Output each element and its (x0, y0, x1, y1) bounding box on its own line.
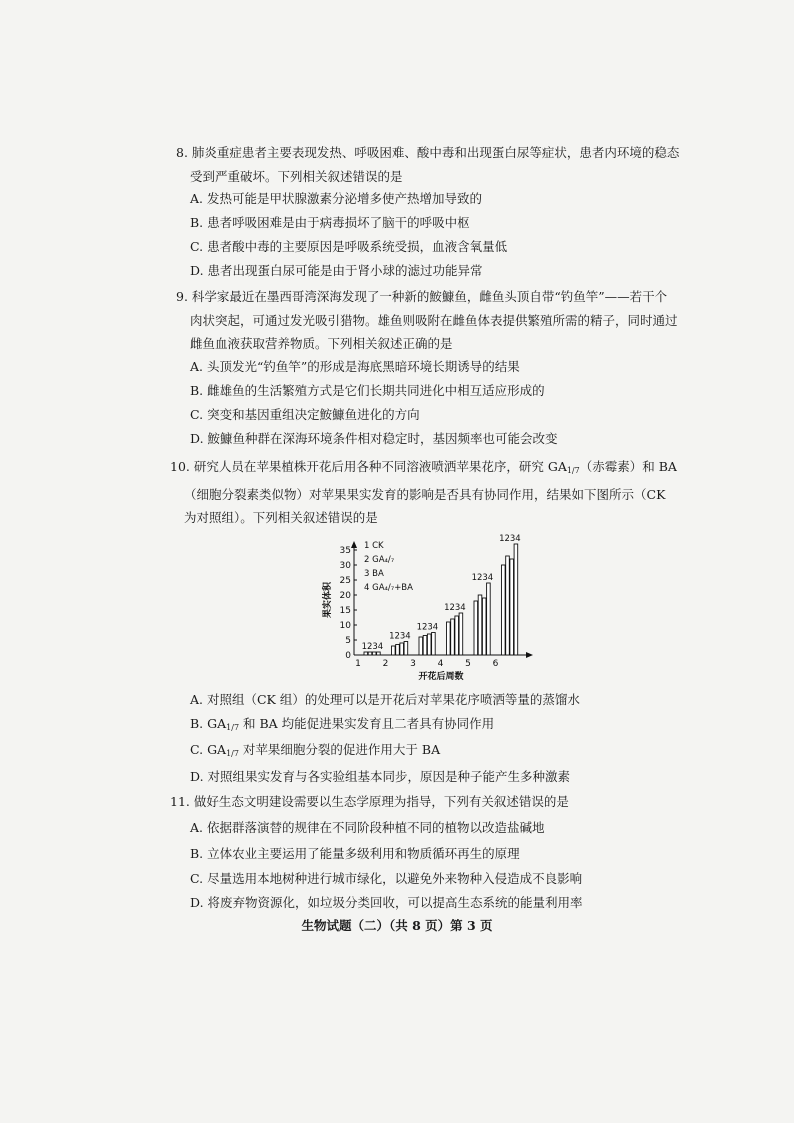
x-axis-label: 开花后周数 (418, 672, 464, 682)
bar (482, 598, 486, 655)
question-8 (176, 141, 706, 188)
q9-stem-line3: 雌鱼血液获取营养物质。下列相关叙述正确的是 (190, 336, 453, 351)
q10-stem-line1-sub: 1/7 (566, 466, 580, 475)
q9-stem-line2: 肉状突起，可通过发光吸引猎物。雄鱼则吸附在雌鱼体表提供繁殖所需的精子，同时通过 (190, 312, 678, 328)
y-tick-label: 10 (339, 621, 351, 631)
bar (400, 643, 404, 655)
bar (404, 642, 408, 656)
y-axis-arrow (351, 541, 357, 548)
q10-stem-line1-a: 10. 研究人员在苹果植株开花后用各种不同溶液喷洒苹果花序，研究 GA (170, 459, 567, 474)
bar (459, 613, 463, 655)
question-9 (176, 285, 706, 356)
q9-option-b: B. 雌雄鱼的生活繁殖方式是它们长期共同进化中相互适应形成的 (190, 383, 545, 398)
q9-stem-line1: 9. 科学家最近在墨西哥湾深海发现了一种新的鮟鱇鱼，雌鱼头顶自带“钓鱼竿”——若干个 (176, 289, 668, 304)
q8-option-c: C. 患者酸中毒的主要原因是呼吸系统受损，血液含氧量低 (190, 239, 508, 254)
q10-option-c-a: C. GA (190, 742, 227, 757)
bar (368, 652, 372, 655)
q10-option-c-sub: 1/7 (226, 749, 239, 758)
y-tick-label: 30 (339, 561, 351, 571)
q10-stem-line3: 为对照组）。下列相关叙述错误的是 (184, 510, 378, 525)
q10-option-d: D. 对照组果实发育与各实验组基本同步，原因是种子能产生多种激素 (190, 769, 571, 784)
q10-stem-line1-b: （赤霉素）和 BA (579, 459, 677, 474)
bar (372, 652, 376, 655)
q9-option-d: D. 鮟鱇鱼种群在深海环境条件相对稳定时，基因频率也可能会改变 (190, 431, 558, 446)
q8-option-a: A. 发热可能是甲状腺激素分泌增多使产热增加导致的 (190, 191, 482, 206)
bar (506, 556, 510, 655)
x-axis-arrow (526, 652, 533, 658)
x-tick-label: 5 (465, 659, 471, 669)
q10-option-b-sub: 1/7 (226, 723, 240, 732)
y-axis-label: 果实体积 (323, 581, 333, 619)
bar (510, 559, 514, 655)
question-10 (170, 455, 700, 530)
bar-number-label: 1234 (444, 603, 466, 613)
q10-option-b-b: 和 BA 均能促进果实发育且二者具有协同作用 (239, 716, 495, 731)
q8-stem-line1: 8. 肺炎重症患者主要表现发热、呼吸困难、酸中毒和出现蛋白尿等症状，患者内环境的稳态 (176, 145, 680, 160)
q9-option-a: A. 头顶发光“钓鱼竿”的形成是海底黑暗环境长期诱导的结果 (190, 359, 520, 374)
q9-option-c: C. 突变和基因重组决定鮟鱇鱼进化的方向 (190, 407, 420, 422)
bar-number-label: 1234 (471, 573, 494, 583)
bar (377, 652, 381, 655)
legend-entry: 3 BA (364, 569, 384, 579)
bar-number-label: 1234 (416, 622, 439, 633)
y-tick-label: 20 (339, 591, 351, 601)
q8-option-d: D. 患者出现蛋白尿可能是由于肾小球的滤过功能异常 (190, 263, 483, 278)
q10-option-b-a: B. GA (190, 716, 227, 731)
x-tick-label: 1 (355, 659, 361, 669)
x-tick-label: 4 (437, 659, 444, 669)
bar (432, 633, 436, 656)
y-tick-label: 15 (339, 606, 351, 616)
question-11 (170, 790, 700, 814)
bar (392, 646, 396, 655)
q11-option-a: A. 依据群落演替的规律在不同阶段种植不同的植物以改造盐碱地 (190, 820, 545, 835)
bar-number-label: 1234 (499, 534, 521, 544)
q11-option-c: C. 尽量选用本地树种进行城市绿化，以避免外来物种入侵造成不良影响 (190, 871, 583, 886)
bar (396, 645, 400, 656)
y-tick-label: 5 (345, 636, 351, 646)
x-tick-label: 6 (492, 659, 499, 669)
q10-option-c (190, 740, 440, 764)
bar (455, 616, 459, 655)
bar (419, 637, 423, 655)
y-tick-label: 35 (339, 546, 351, 556)
legend-entry: 1 CK (364, 541, 384, 551)
legend-entry: 2 GA₄/₇ (364, 555, 395, 565)
bar (427, 634, 431, 655)
fruit-volume-bar-chart (318, 532, 538, 682)
x-tick-label: 3 (410, 659, 416, 669)
q10-option-c-b: 对苹果细胞分裂的促进作用大于 BA (238, 742, 441, 757)
bar (364, 652, 368, 655)
y-tick-label: 0 (345, 651, 351, 661)
q10-stem-line1 (170, 455, 700, 483)
bar (502, 565, 506, 655)
bar (451, 619, 455, 655)
x-tick-label: 2 (382, 659, 389, 669)
q11-stem: 11. 做好生态文明建设需要以生态学原理为指导，下列有关叙述错误的是 (170, 794, 569, 809)
legend-entry: 4 GA₄/₇+BA (364, 583, 413, 593)
bar (474, 601, 478, 655)
bar (423, 636, 427, 656)
q10-option-a: A. 对照组（CK 组）的处理可以是开花后对苹果花序喷洒等量的蒸馏水 (190, 692, 580, 707)
y-tick-label: 25 (339, 576, 351, 586)
q8-option-b: B. 患者呼吸困难是由于病毒损坏了脑干的呼吸中枢 (190, 215, 470, 230)
q11-option-d: D. 将废弃物资源化，如垃圾分类回收，可以提高生态系统的能量利用率 (190, 895, 583, 910)
bar-number-label: 1234 (361, 642, 384, 652)
bar (478, 595, 482, 655)
q10-option-b (190, 714, 494, 738)
q10-stem-line2: （细胞分裂素类似物）对苹果果实发育的影响是否具有协同作用，结果如下图所示（CK (184, 486, 666, 502)
page-footer: 生物试题（二）（共 8 页）第 3 页 (301, 918, 493, 933)
q8-stem-line2: 受到严重破坏。下列相关叙述错误的是 (190, 168, 403, 184)
bar-number-label: 1234 (389, 631, 411, 642)
bar (514, 544, 518, 655)
bar (447, 622, 451, 655)
q11-option-b: B. 立体农业主要运用了能量多级利用和物质循环再生的原理 (190, 846, 520, 861)
bar (487, 583, 491, 655)
